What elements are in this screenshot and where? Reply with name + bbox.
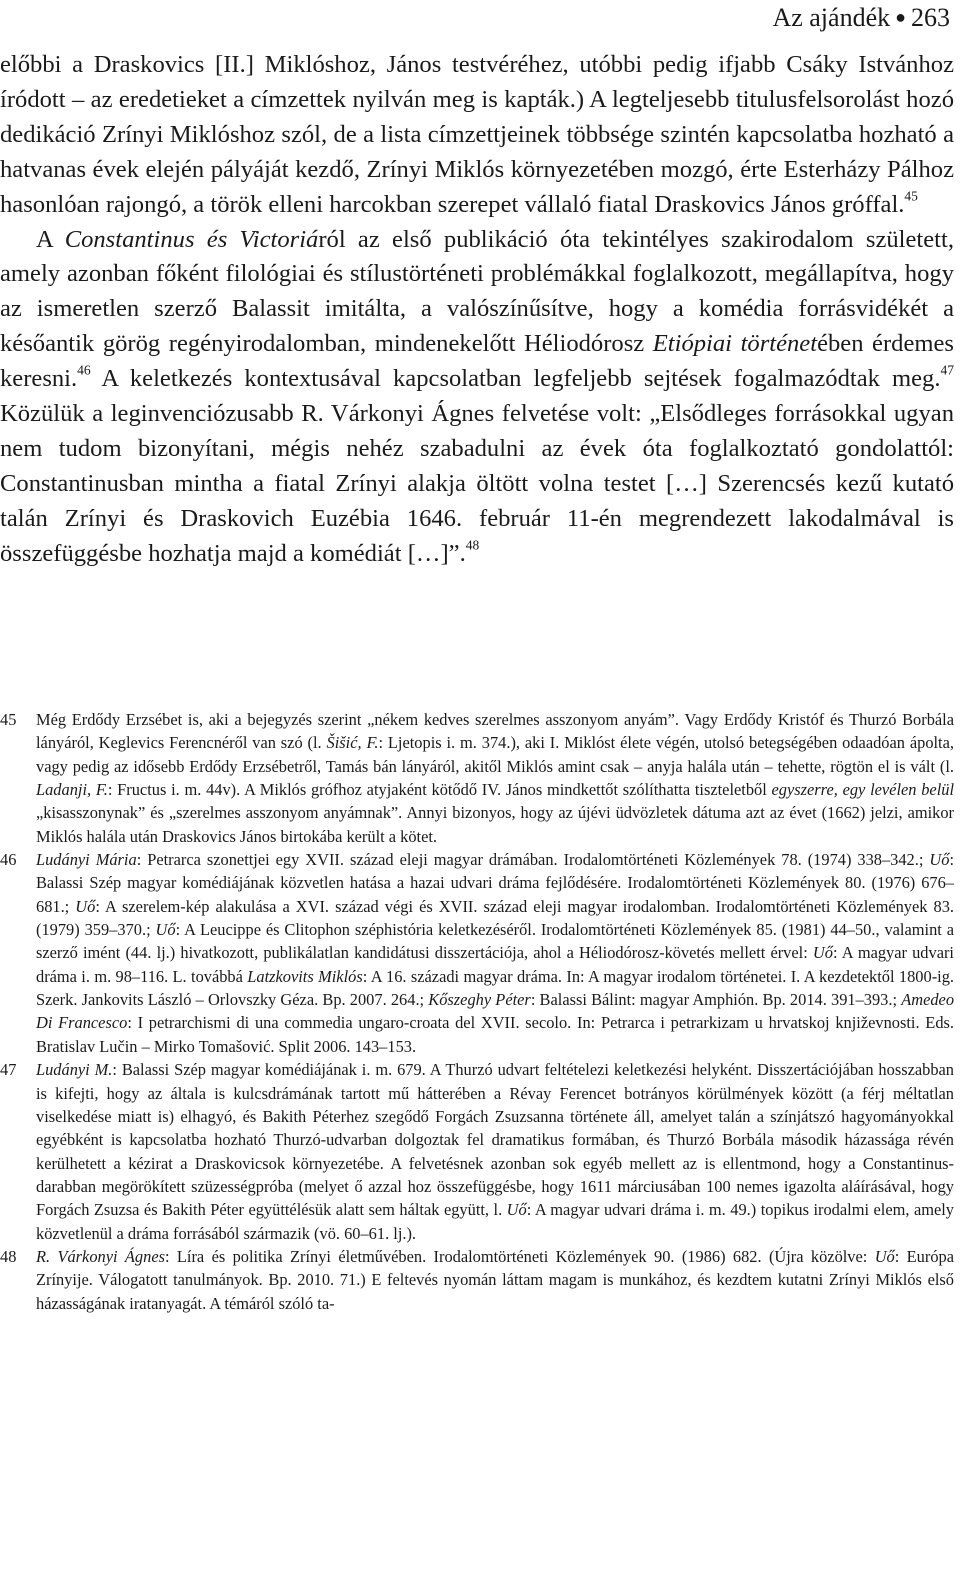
work-title: Etiópiai történet: [652, 330, 818, 358]
text-run: A keletkezés kontextusával kapcsolatban legfeljebb sejtések fogalmazódtak meg.: [90, 365, 941, 393]
footnote-45: [0, 708, 954, 848]
paragraph-1: [0, 48, 954, 223]
main-text: [0, 48, 954, 572]
paragraph-2: [0, 223, 954, 572]
footnote-ref-48[interactable]: 48: [465, 537, 480, 553]
text-run: Közülük a leginvenciózusabb R. Várkonyi Ágnes felvetése volt: „Elsődleges forrásokkal ugyan nem tudom bizonyítani, mégis nehéz szabadulni az évek óta foglalkoztató gondolattól: Constantinusban mintha a fiatal Zrínyi alakja öltött volna testet […] Szerencsés kezű kutató talán Zrínyi és Draskovich Euzébia 1646. február 11-én megrendezett lakodalmával is összefüggésbe hozhatja majd a komédiát […]”.: [0, 400, 954, 567]
footnotes: [0, 708, 954, 1315]
footnote-number: 45: [0, 710, 17, 729]
footnote-ref-45[interactable]: 45: [904, 188, 918, 204]
footnote-number: 48: [0, 1246, 17, 1266]
section-title: Az ajándék: [772, 3, 891, 32]
footnote-47: [0, 1058, 954, 1245]
text-run: előbbi a Draskovics [II.] Miklóshoz, János testvéréhez, utóbbi pedig ifjabb Csáky Istvánhoz íródott – az eredetieket a címzettek nyilván meg is kapták.) A legteljesebb titulusfelsorolást hozó dedikáció Zrínyi Miklóshoz szól, de a lista címzettjeinek többsége szintén kapcsolatba hozható a hatvanas évek elején pályáját kezdő, Zrínyi Miklós környezetében mozgó, érte Esterházy Pálhoz hasonlóan rajongó, a török elleni harcokban szerepet vállaló fiatal Draskovics János gróffal.: [0, 51, 954, 218]
footnote-48: [0, 1245, 954, 1315]
text-run: ében érdemes keresni.: [0, 330, 954, 393]
running-head: [772, 0, 950, 34]
text-run: A: [36, 225, 65, 253]
footnote-text: Ludányi Mária: Petrarca szonettjei egy XVII. század eleji magyar drámában. Irodalomtörténeti Közlemények 78. (1974) 338–342.; Uő: Balassi Szép magyar komédiájának közvetlen hatása a hazai udvari dráma fejlődésére. Irodalomtörténeti Közlemények 80. (1976) 676–681.; Uő: A szerelem-kép alakulása a XVI. század végi és XVII. század eleji magyar irodalomban. Irodalomtörténeti Közlemények 83. (1979) 359–370.; Uő: A Leucippe és Clitophon széphistória keletkezéséről. Irodalomtörténeti Közlemények 85. (1981) 44–50., valamint a szerző imént (44. lj.) hivatkozott, publikálatlan kandidátusi disszertációja, ahol a Héliodórosz-követés mellett érvel: Uő: A magyar udvari dráma i. m. 98–116. L. továbbá Latzkovits Miklós: A 16. századi magyar dráma. In: A magyar irodalom történetei. I. A kezdetektől 1800-ig. Szerk. Jankovits László – Orlovszky Géza. Bp. 2007. 264.; Kőszeghy Péter: Balassi Bálint: magyar Amphión. Bp. 2014. 391–393.; Amedeo Di Francesco: I petrarchismi di una commedia ungaro-croata del XVII. secolo. In: Petrarca i petrarkizam u hrvatskoj književnosti. Eds. Bratislav Lučin – Mirko Tomašović. Split 2006. 143–153.: [36, 850, 955, 1056]
footnote-number: 46: [0, 850, 17, 870]
bullet-separator: ●: [895, 7, 906, 27]
page-number: 263: [911, 3, 950, 32]
text-run: ról az első publikáció óta tekintélyes szakirodalom született, amely azonban főként filológiai és stílustörténeti problémákkal foglalkozott, megállapítva, hogy az ismeretlen szerző Balassit imitálta, a valószínűsítve, hogy a komédia forrásvidékét a későantik görög regényirodalomban, mindenekelőtt Héliodórosz: [0, 225, 954, 358]
footnote-text: R. Várkonyi Ágnes: Líra és politika Zrínyi életművében. Irodalomtörténeti Közlemények 90. (1986) 682. (Újra közölve: Uő: Európa Zrínyije. Válogatott tanulmányok. Bp. 2010. 71.) E feltevés nyomán láttam magam is munkához, és kezdtem kutatni Zrínyi Miklós első házasságának iratanyagát. A témáról szóló ta-: [36, 1246, 954, 1313]
footnote-ref-46[interactable]: 46: [77, 362, 91, 378]
work-title: Constantinus és Victoriá: [64, 225, 319, 253]
footnote-number: 47: [0, 1060, 17, 1080]
footnote-ref-47[interactable]: 47: [940, 362, 954, 378]
footnote-46: [0, 848, 954, 1058]
footnote-text: Ludányi M.: Balassi Szép magyar komédiájának i. m. 679. A Thurzó udvart feltételezi keletkezési helyként. Disszertációjában hosszabban is kifejti, hogy az általa is kulcsdrámának tartott mű hátterében a Révay Ferencet botrányos körülmények között (a férj méltatlan viselkedése miatt is) elhagyó, és Bakith Péterhez szegődő Forgách Zsuzsanna története áll, amelyet talán a színjátszó hagyományokkal egyébként is kapcsolatba hozható Thurzó-udvarban dolgoztak fel dramatikus formában, és Thurzó Borbála második házassága révén kerülhetett a kézirat a Draskovicsok környezetébe. A felvetésnek azonban sok egyéb mellett az is ellentmond, hogy a Constantinus-darabban megörökített szüzességpróba (melyet ő azzal hoz összefüggésbe, hogy 1611 márciusában 100 nemes igazolta aláírásával, hogy Forgách Zsuzsa és Bakith Péter együttélésük alatt sem háltak együtt, l. Uő: A magyar udvari dráma i. m. 49.) topikus irodalmi elem, amely közvetlenül a dráma forrásából származik (vö. 60–61. lj.).: [36, 1060, 954, 1243]
footnote-text: Még Erdődy Erzsébet is, aki a bejegyzés szerint „nékem kedves szerelmes asszonyom anyám”. Vagy Erdődy Kristóf és Thurzó Borbála lányáról, Keglevics Ferencnéről van szó (l. Šišić, F.: Ljetopis i. m. 374.), aki I. Miklóst élete végén, utolsó betegségében odaadóan ápolta, vagy pedig az idősebb Erdődy Erzsébetről, Tamás bán lányáról, akitől Miklós amint csak – anyja halála után – tehette, rögtön el is vált (l. Ladanji, F.: Fructus i. m. 44v). A Miklós grófhoz atyjaként kötődő IV. János mindkettőt szólíthatta tiszteletből egyszerre, egy levélen belül „kisasszonynak” és „szerelmes asszonyom anyámnak”. Annyi bizonyos, hogy az újévi üdvözletek dátuma azt az évet (1662) jelzi, amikor Miklós halála után Draskovics János birtokába került a kötet.: [36, 710, 955, 846]
